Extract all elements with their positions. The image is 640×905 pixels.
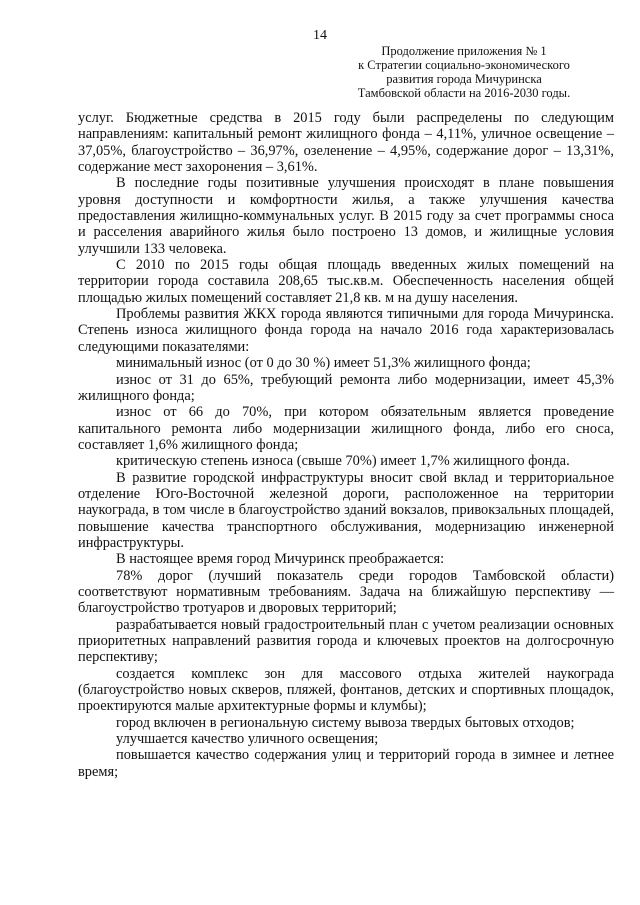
list-item-urban-plan: разрабатывается новый градостроительный план с учетом реализации основных приоритетных направлений развития города и ключевых проектов на долгосрочную перспективу;: [78, 616, 614, 666]
list-item-roads: 78% дорог (лучший показатель среди городов Тамбовской области) соответствуют нормативным требованиям. Задача на ближайшую перспективу — благоустройство тротуаров и дворовых территорий;: [78, 567, 614, 617]
list-item-street-lighting: улучшается качество уличного освещения;: [116, 731, 379, 748]
paragraph-city-transformation: В настоящее время город Мичуринск преображается:: [116, 551, 445, 568]
appendix-header-line: Тамбовской области на 2016-2030 годы.: [357, 86, 571, 100]
paragraph-housing-problems: Проблемы развития ЖКХ города являются типичными для города Мичуринска. Степень износа жилищного фонда города на начало 2016 года характеризовалась следующими показателями:: [78, 306, 614, 355]
appendix-header-line: развития города Мичуринска: [386, 72, 542, 86]
paragraph-housing-improvements: В последние годы позитивные улучшения происходят в плане повышения уровня доступности и комфортности жилья, а также улучшения качества предоставления жилищно-коммунальных услуг. В 2015 году за счет программы сноса и расселения аварийного жилья было построено 13 домов, и жилищные условия улучшили 133 человека.: [78, 175, 614, 257]
list-item-critical-wear: критическую степень износа (свыше 70%) имеет 1,7% жилищного фонда.: [116, 453, 570, 470]
page-number: 14: [313, 28, 327, 43]
appendix-header-line: Продолжение приложения № 1: [381, 44, 547, 58]
paragraph-railway-infrastructure: В развитие городской инфраструктуры вносит свой вклад и территориальное отделение Юго-Восточной железной дороги, расположенное на территории наукограда, в том числе в благоустройство зданий вокзалов, привокзальных площадей, повышение качества транспортного обслуживания, модернизацию инженерной инфраструктуры.: [78, 469, 614, 551]
list-item-waste-system: город включен в региональную систему вывоза твердых бытовых отходов;: [116, 714, 575, 731]
paragraph-budget-distribution: услуг. Бюджетные средства в 2015 году были распределены по следующим направлениям: капитальный ремонт жилищного фонда – 4,11%, уличное освещение – 37,05%, благоустройство – 36,97%, озеленение – 4,95%, содержание дорог – 13,31%, содержание мест захоронения – 3,61%.: [78, 110, 614, 176]
list-item-wear-66-70: износ от 66 до 70%, при котором обязательным является проведение капитального ремонта либо модернизации жилищного фонда, либо его сноса, составляет 1,6% жилищного фонда;: [78, 404, 614, 453]
list-item-street-maintenance: повышается качество содержания улиц и территорий города в зимнее и летнее время;: [78, 747, 614, 780]
document-body: [78, 110, 614, 780]
paragraph-housing-area: С 2010 по 2015 годы общая площадь введенных жилых помещений на территории города составила 208,65 тыс.кв.м. Обеспеченность населения общей площадью жилых помещений составляет 21,8 кв. м на душу населения.: [78, 257, 614, 306]
list-item-recreation-zones: создается комплекс зон для массового отдыха жителей наукограда (благоустройство новых скверов, пляжей, фонтанов, детских и спортивных площадок, проектируются малые архитектурные формы и клумбы);: [78, 665, 614, 715]
appendix-header: [314, 44, 614, 100]
list-item-minimal-wear: минимальный износ (от 0 до 30 %) имеет 51,3% жилищного фонда;: [116, 355, 531, 372]
appendix-header-line: к Стратегии социально-экономического: [358, 58, 570, 72]
list-item-wear-31-65: износ от 31 до 65%, требующий ремонта либо модернизации, имеет 45,3% жилищного фонда;: [78, 371, 614, 404]
